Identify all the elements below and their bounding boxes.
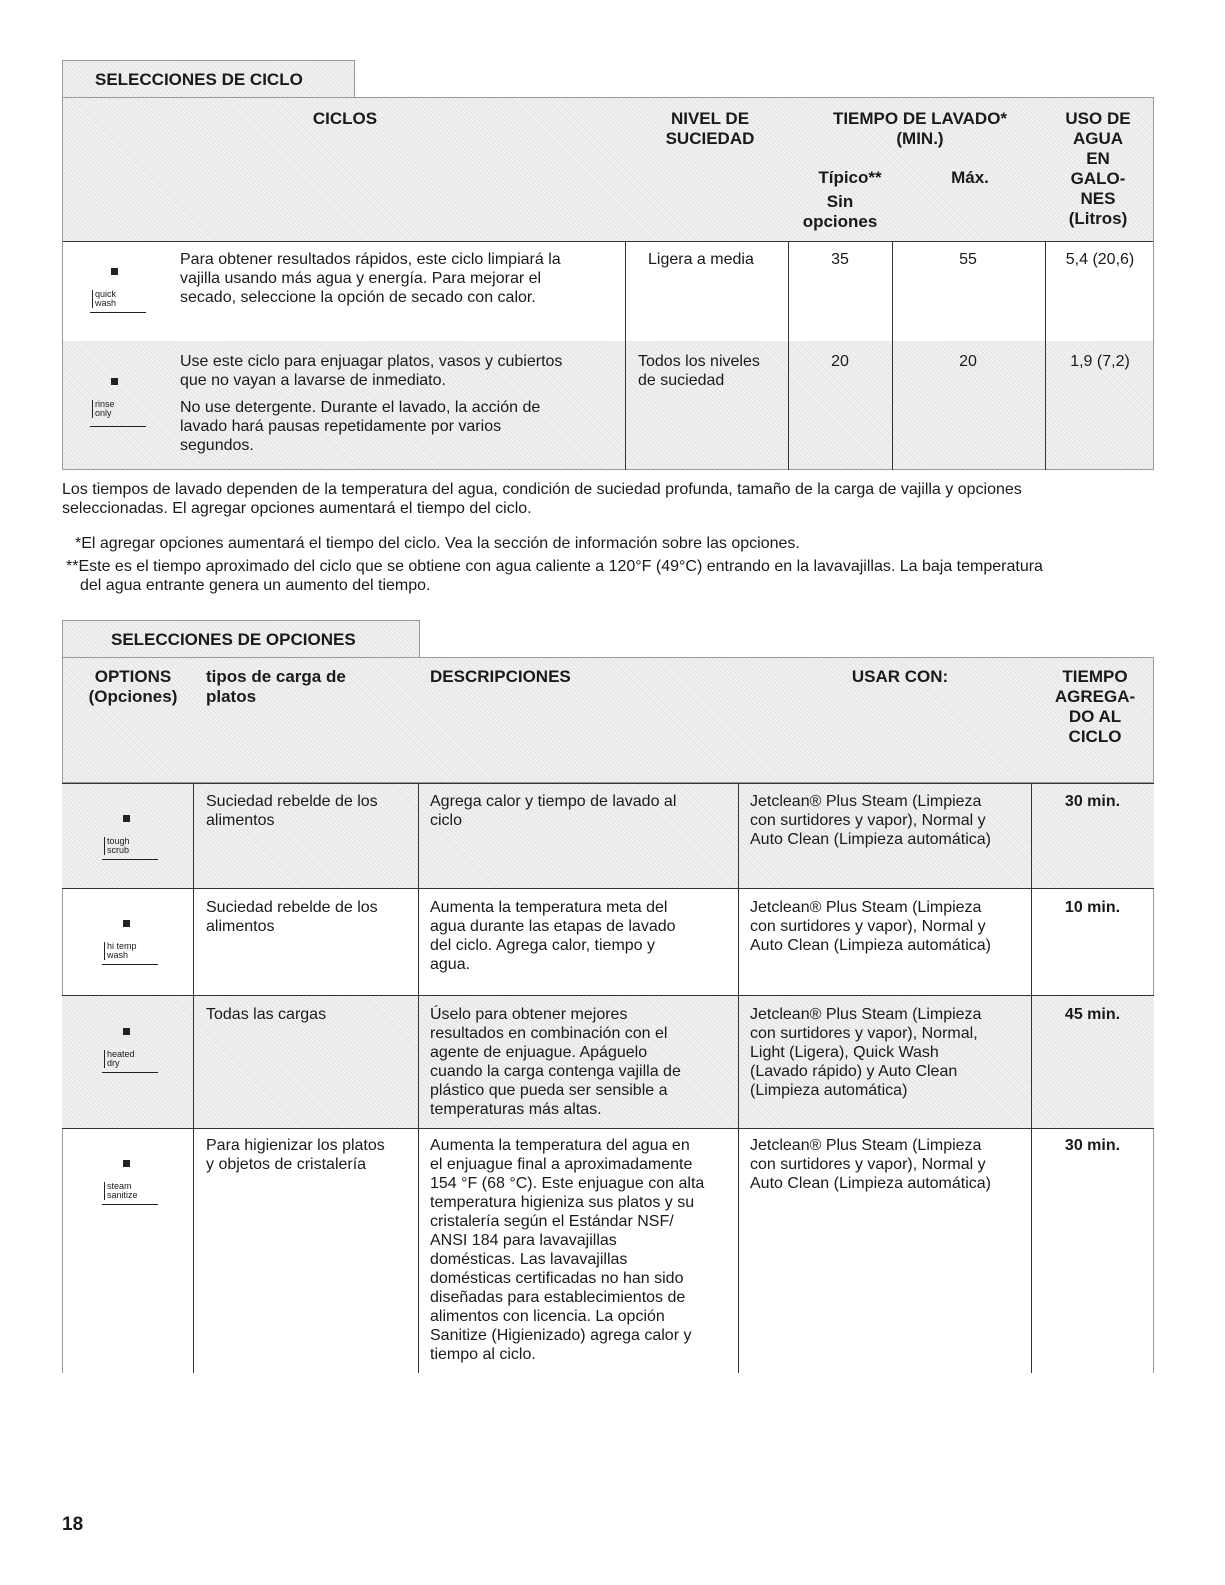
heated-dry-load-type: Todas las cargas <box>206 1006 327 1023</box>
col-header-descriptions: DESCRIPCIONES <box>430 667 571 686</box>
hi-temp-wash-load-type: Suciedad rebelde de los alimentos <box>206 899 378 935</box>
tough-scrub-load-type: Suciedad rebelde de los alimentos <box>206 793 378 829</box>
tough-scrub-description: Agrega calor y tiempo de lavado al ciclo <box>430 793 677 829</box>
col-header-use-with: USAR CON: <box>851 667 949 686</box>
quick-wash-description: Para obtener resultados rápidos, este ciclo limpiará la vajilla usando más agua y energía. Para mejorar el secado, seleccione la opción de secado con calor. <box>180 251 561 306</box>
col-header-soil-level: NIVEL DE SUCIEDAD <box>665 109 755 148</box>
heated-dry-time-added: 45 min. <box>1064 1006 1121 1023</box>
steam-sanitize-use-with: Jetclean® Plus Steam (Limpieza con surtidores y vapor), Normal y Auto Clean (Limpieza automática) <box>750 1137 992 1192</box>
steam-sanitize-icon: steam sanitize <box>94 1160 164 1230</box>
option-selections-title: SELECCIONES DE OPCIONES <box>111 630 356 649</box>
rinse-only-soil-level: Todos los niveles de suciedad <box>638 353 760 389</box>
heated-dry-use-with: Jetclean® Plus Steam (Limpieza con surtidores y vapor), Normal, Light (Ligera), Quick Wash (Lavado rápido) y Auto Clean (Limpieza automática) <box>750 1006 982 1099</box>
hi-temp-wash-description: Aumenta la temperatura meta del agua durante las etapas de lavado del ciclo. Agrega calor, tiempo y agua. <box>430 899 676 973</box>
tough-scrub-icon: tough scrub <box>94 815 164 885</box>
hi-temp-wash-icon: hi temp wash <box>94 920 164 990</box>
col-header-max: Máx. <box>951 168 989 187</box>
col-header-options: OPTIONS (Opciones) <box>88 667 178 706</box>
steam-sanitize-description: Aumenta la temperatura del agua en el enjuague final a aproximadamente 154 °F (68 °C). Este enjuague con alta temperatura higieniza sus platos y su cristalería según el Estándar NSF/ ANSI 184 para lavavajillas domésticas. Las lavavajillas domésticas certificadas no han sido diseñadas para establecimientos de alimentos con licencia. La opción Sanitize (Higienizado) agrega calor y tiempo al ciclo. <box>430 1137 705 1363</box>
heated-dry-description: Úselo para obtener mejores resultados en combinación con el agente de enjuague. Apáguelo cuando la carga contenga vajilla de plástico que pueda ser sensible a temperaturas más altas. <box>430 1006 681 1118</box>
quick-wash-water-use: 5,4 (20,6) <box>1065 251 1135 268</box>
tough-scrub-time-added: 30 min. <box>1064 793 1121 810</box>
col-header-typical: Típico** <box>818 168 882 187</box>
tough-scrub-use-with: Jetclean® Plus Steam (Limpieza con surtidores y vapor), Normal y Auto Clean (Limpieza automática) <box>750 793 992 848</box>
rinse-only-icon: rinse only <box>82 378 152 448</box>
hi-temp-wash-time-added: 10 min. <box>1064 899 1121 916</box>
rinse-only-row-separator <box>63 341 1153 342</box>
rinse-only-water-use: 1,9 (7,2) <box>1070 353 1130 370</box>
rinse-only-description: Use este ciclo para enjuagar platos, vasos y cubiertos que no vayan a lavarse de inmediato. No use detergente. Durante el lavado, la acción de lavado hará pausas repetidamente por varios segundos. <box>180 353 563 454</box>
col-header-cycles: CICLOS <box>312 109 378 128</box>
col-header-water-use: USO DE AGUA EN GALO- NES (Litros) <box>1065 109 1131 228</box>
heated-dry-icon: heated dry <box>94 1028 164 1098</box>
hi-temp-wash-use-with: Jetclean® Plus Steam (Limpieza con surtidores y vapor), Normal y Auto Clean (Limpieza automática) <box>750 899 992 954</box>
col-header-wash-time: TIEMPO DE LAVADO* (MIN.) <box>832 109 1008 148</box>
cycles-footnote-double-star: **Este es el tiempo aproximado del ciclo que se obtiene con agua caliente a 120°F (49°C) entrando en la lavavajillas. La baja temperatura del agua entrante genera un aumento del tiempo. <box>66 558 1043 594</box>
col-header-no-options: Sin opciones <box>802 192 878 231</box>
steam-sanitize-time-added: 30 min. <box>1064 1137 1121 1154</box>
col-header-time-added: TIEMPO AGREGA- DO AL CICLO <box>1054 667 1136 746</box>
cycle-selections-title: SELECCIONES DE CICLO <box>95 70 303 89</box>
col-header-load-types: tipos de carga de platos <box>206 667 346 706</box>
quick-wash-soil-level: Ligera a media <box>648 251 754 268</box>
quick-wash-typical-time: 35 <box>831 251 849 268</box>
steam-sanitize-load-type: Para higienizar los platos y objetos de cristalería <box>206 1137 385 1173</box>
page-number: 18 <box>62 1514 84 1535</box>
quick-wash-icon: quick wash <box>82 268 152 338</box>
option-selections-tab <box>62 620 420 658</box>
cycles-footnote-star: *El agregar opciones aumentará el tiempo del ciclo. Vea la sección de información sobre las opciones. <box>75 535 800 552</box>
cycles-footnote-main: Los tiempos de lavado dependen de la temperatura del agua, condición de suciedad profunda, tamaño de la carga de vajilla y opciones seleccionadas. El agregar opciones aumentará el tiempo del ciclo. <box>62 481 1022 517</box>
quick-wash-max-time: 55 <box>959 251 977 268</box>
rinse-only-typical-time: 20 <box>831 353 849 370</box>
rinse-only-max-time: 20 <box>959 353 977 370</box>
cycle-selections-tab <box>62 60 355 98</box>
